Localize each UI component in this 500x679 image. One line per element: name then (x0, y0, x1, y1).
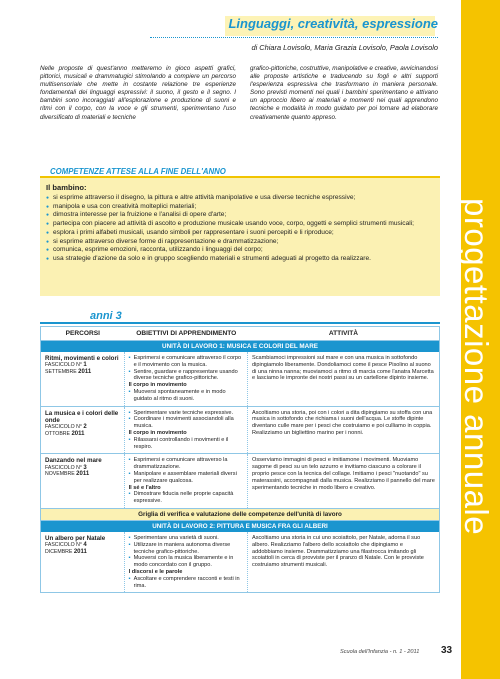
percorso-name: Ritmi, movimenti e colori (45, 355, 119, 362)
fascicolo-info: FASCICOLO N° 1 (45, 362, 87, 369)
objectives-cell (125, 454, 248, 508)
competenza-item: ● dimostra interesse per la fruizione e l'analisi di opere d'arte; (46, 211, 434, 220)
objective-item: ▪ Utilizzare in maniera autonoma diverse tecniche grafico-pittoriche. (129, 542, 243, 556)
objective-item: ▪ Dimostrare fiducia nelle proprie capacità espressive. (129, 491, 243, 505)
objective-item: ▪ Muoversi spontaneamente e in modo guidato al ritmo di suoni. (129, 389, 243, 403)
percorso-cell (41, 407, 125, 454)
objective-item: ▪ Manipolare e assemblare materiali diversi per realizzare qualcosa. (129, 471, 243, 485)
activity-cell: Ascoltiamo una storia in cui uno scoiattolo, per Natale, adorna il suo albero. Realizziamo l'albero dello scoiattolo che dipingiamo e addobbiamo insieme. Drammatizziamo una filastrocca imitando gli scoiattoli in cerca di provviste per il pranzo di Natale. Con le provviste costruiamo strumenti musicali. (251, 534, 424, 569)
header-percorsi: PERCORSI (65, 330, 101, 337)
side-title: progettazione annuale (458, 198, 495, 536)
page-title: Linguaggi, creatività, espressione (228, 16, 438, 31)
objective-item: ▪ Esprimersi e comunicare attraverso la drammatizzazione. (129, 457, 243, 471)
page-number: 33 (441, 645, 453, 656)
objective-field: Il sé e l'altro (128, 484, 161, 491)
objective-item: ▪ Rilassarsi controllando i movimenti e il respiro. (129, 437, 243, 451)
footer-publication: Scuola dell'Infanzia - n. 1 - 2011 (340, 649, 420, 655)
objective-item: ▪ Esprimersi e comunicare attraverso il corpo e il movimento con la musica. (129, 355, 243, 369)
percorso-name: Danzando nel mare (45, 457, 102, 465)
percorso-cell (41, 352, 125, 406)
objectives-cell (125, 352, 248, 406)
authors: di Chiara Lovisolo, Maria Grazia Lovisolo, Paola Lovisolo (251, 43, 438, 52)
objective-item: ▪ Muoversi con la musica liberamente e in modo concordato con il gruppo. (129, 555, 243, 569)
competenze-list (46, 194, 434, 264)
competenza-item: ● partecipa con piacere ad attività di ascolto e produzione musicale usando voce, corpo, oggetti e semplici strumenti musicali; (46, 220, 434, 229)
objective-item: ▪ Sperimentare una varietà di suoni. (129, 535, 243, 542)
fascicolo-info: FASCICOLO N° 4 (45, 542, 87, 549)
title-divider (150, 37, 438, 38)
objective-field: Il corpo in movimento (128, 382, 187, 389)
activity-cell: Scambiamoci impressioni sul mare e con una musica in sottofondo dipingiamolo liberamente. Dondoliamoci come il pesce Pisolino al suono di una ninna nanna; muoviamoci a ritmo di marcia come l'anatra Marcetta e lasciamo le impronte dei nostri passi su un cartellone dipinto insieme. (251, 355, 434, 382)
competenza-item: ● usa strategie d'azione da solo e in gruppo scegliendo materiali e strumenti adeguati al progetto da realizzare. (46, 255, 434, 264)
evaluation-grid-link[interactable]: Griglia di verifica e valutazione delle competenze dell'unità di lavoro (41, 509, 439, 521)
age-divider (40, 322, 440, 324)
table-row (41, 532, 439, 592)
fascicolo-date: NOVEMBRE 2011 (45, 471, 90, 478)
intro-right-column: grafico-pittoriche, costruttive, manipolative e creative, avvicinandosi alle proposte artistiche e traducendo su fogli e altri supporti l'esperienza espressiva che trasformano in maniera personale. Sono previsti momenti nei quali i bambini sperimentano e attivano un approccio libero ai materiali e momenti nei quali apprendono tecniche e modalità in modo guidato per poi tornare ad elaborare creativamente quanto appreso. (250, 65, 438, 121)
unit-2-heading: UNITÀ DI LAVORO 2: PITTURA E MUSICA FRA GLI ALBERI (41, 521, 439, 532)
fascicolo-date: OTTOBRE 2011 (45, 430, 85, 437)
objective-item: ▪ Coordinare i movimenti associandoli alla musica. (129, 416, 243, 430)
competenza-item: ● manipola e usa con creatività molteplici materiali; (46, 203, 434, 212)
competenza-item: ● esplora i primi alfabeti musicali, usando simboli per rappresentare i suoni percepiti e li riproduce; (46, 229, 434, 238)
percorso-cell (41, 454, 125, 508)
competenze-lead: Il bambino: (46, 183, 87, 192)
age-label: anni 3 (90, 310, 122, 322)
curriculum-table (40, 326, 440, 593)
header-attivita: ATTIVITÀ (328, 330, 359, 337)
competenza-item: ● comunica, esprime emozioni, racconta, utilizzando i linguaggi del corpo; (46, 246, 434, 255)
objective-item: ▪ Ascoltare e comprendere racconti e testi in rima. (129, 576, 243, 590)
objectives-cell (125, 407, 248, 454)
percorso-name: Un albero per Natale (45, 534, 106, 542)
competenza-item: ● si esprime attraverso diverse forme di rappresentazione e drammatizzazione; (46, 238, 434, 247)
table-row (41, 454, 439, 509)
intro-left-column: Nelle proposte di quest'anno metteremo in gioco aspetti grafici, pittorici, musicali e drammatugici stimolando a compiere un percorso multisensoriale che mette in costante relazione tre esperienze fondamentali dei linguaggi espressivi: il suono, il gesto e il segno. I bambini sono incoraggiati all'esplorazione e produzione di suoni e ritmi con il corpo, con la voce e gli strumenti, sperimentano l'uso diversificato di materiali e tecniche (40, 65, 236, 121)
objectives-cell (125, 532, 248, 592)
table-row (41, 407, 439, 455)
percorso-cell (41, 532, 125, 592)
competenze-heading: COMPETENZE ATTESE ALLA FINE DELL'ANNO (50, 167, 226, 176)
activity-cell: Ascoltiamo una storia, poi con i colori a dita dipingiamo su stoffa con una musica in sottofondo che richiama i suoni dell'acqua. Le stoffe dipinte diventano culle mare per i pesci che costruiamo e poi culliamo in coppia. Realizziamo un bigliettino marino per i nonni. (251, 409, 433, 436)
objective-item: ▪ Sentire, guardare e rappresentare usando diverse tecniche grafico-pittoriche. (129, 369, 243, 383)
objective-item: ▪ Sperimentare varie tecniche espressive. (129, 410, 243, 417)
objective-field: I discorsi e le parole (128, 568, 183, 575)
competenze-box (40, 176, 440, 296)
header-obiettivi: OBIETTIVI DI APPRENDIMENTO (136, 330, 237, 337)
fascicolo-date: DICEMBRE 2011 (45, 548, 87, 555)
fascicolo-date: SETTEMBRE 2011 (45, 369, 92, 375)
fascicolo-info: FASCICOLO N° 3 (45, 464, 87, 471)
table-row (41, 352, 439, 407)
fascicolo-info: FASCICOLO N° 2 (45, 423, 87, 430)
table-header (41, 327, 439, 341)
unit-1-heading: UNITÀ DI LAVORO 1: MUSICA E COLORI DEL MARE (41, 341, 439, 352)
competenza-item: ● si esprime attraverso il disegno, la pittura e altre attività manipolative e usa diverse tecniche espressive; (46, 194, 434, 203)
activity-cell: Osserviamo immagini di pesci e imitiamone i movimenti. Muoviamo sagome di pesci su un telo azzurro e invitiamo ciascuno a colorare il proprio pesce con la tecnica del collage. Imitiamo i pesci "nuotando" su materassini, accompagnati dalla musica. Realizziamo il pannello del mare sperimentando tecniche in modo libero e creativo. (251, 457, 435, 491)
objective-field: Il corpo in movimento (128, 429, 187, 436)
percorso-name: La musica e i colori delle onde (45, 409, 119, 424)
